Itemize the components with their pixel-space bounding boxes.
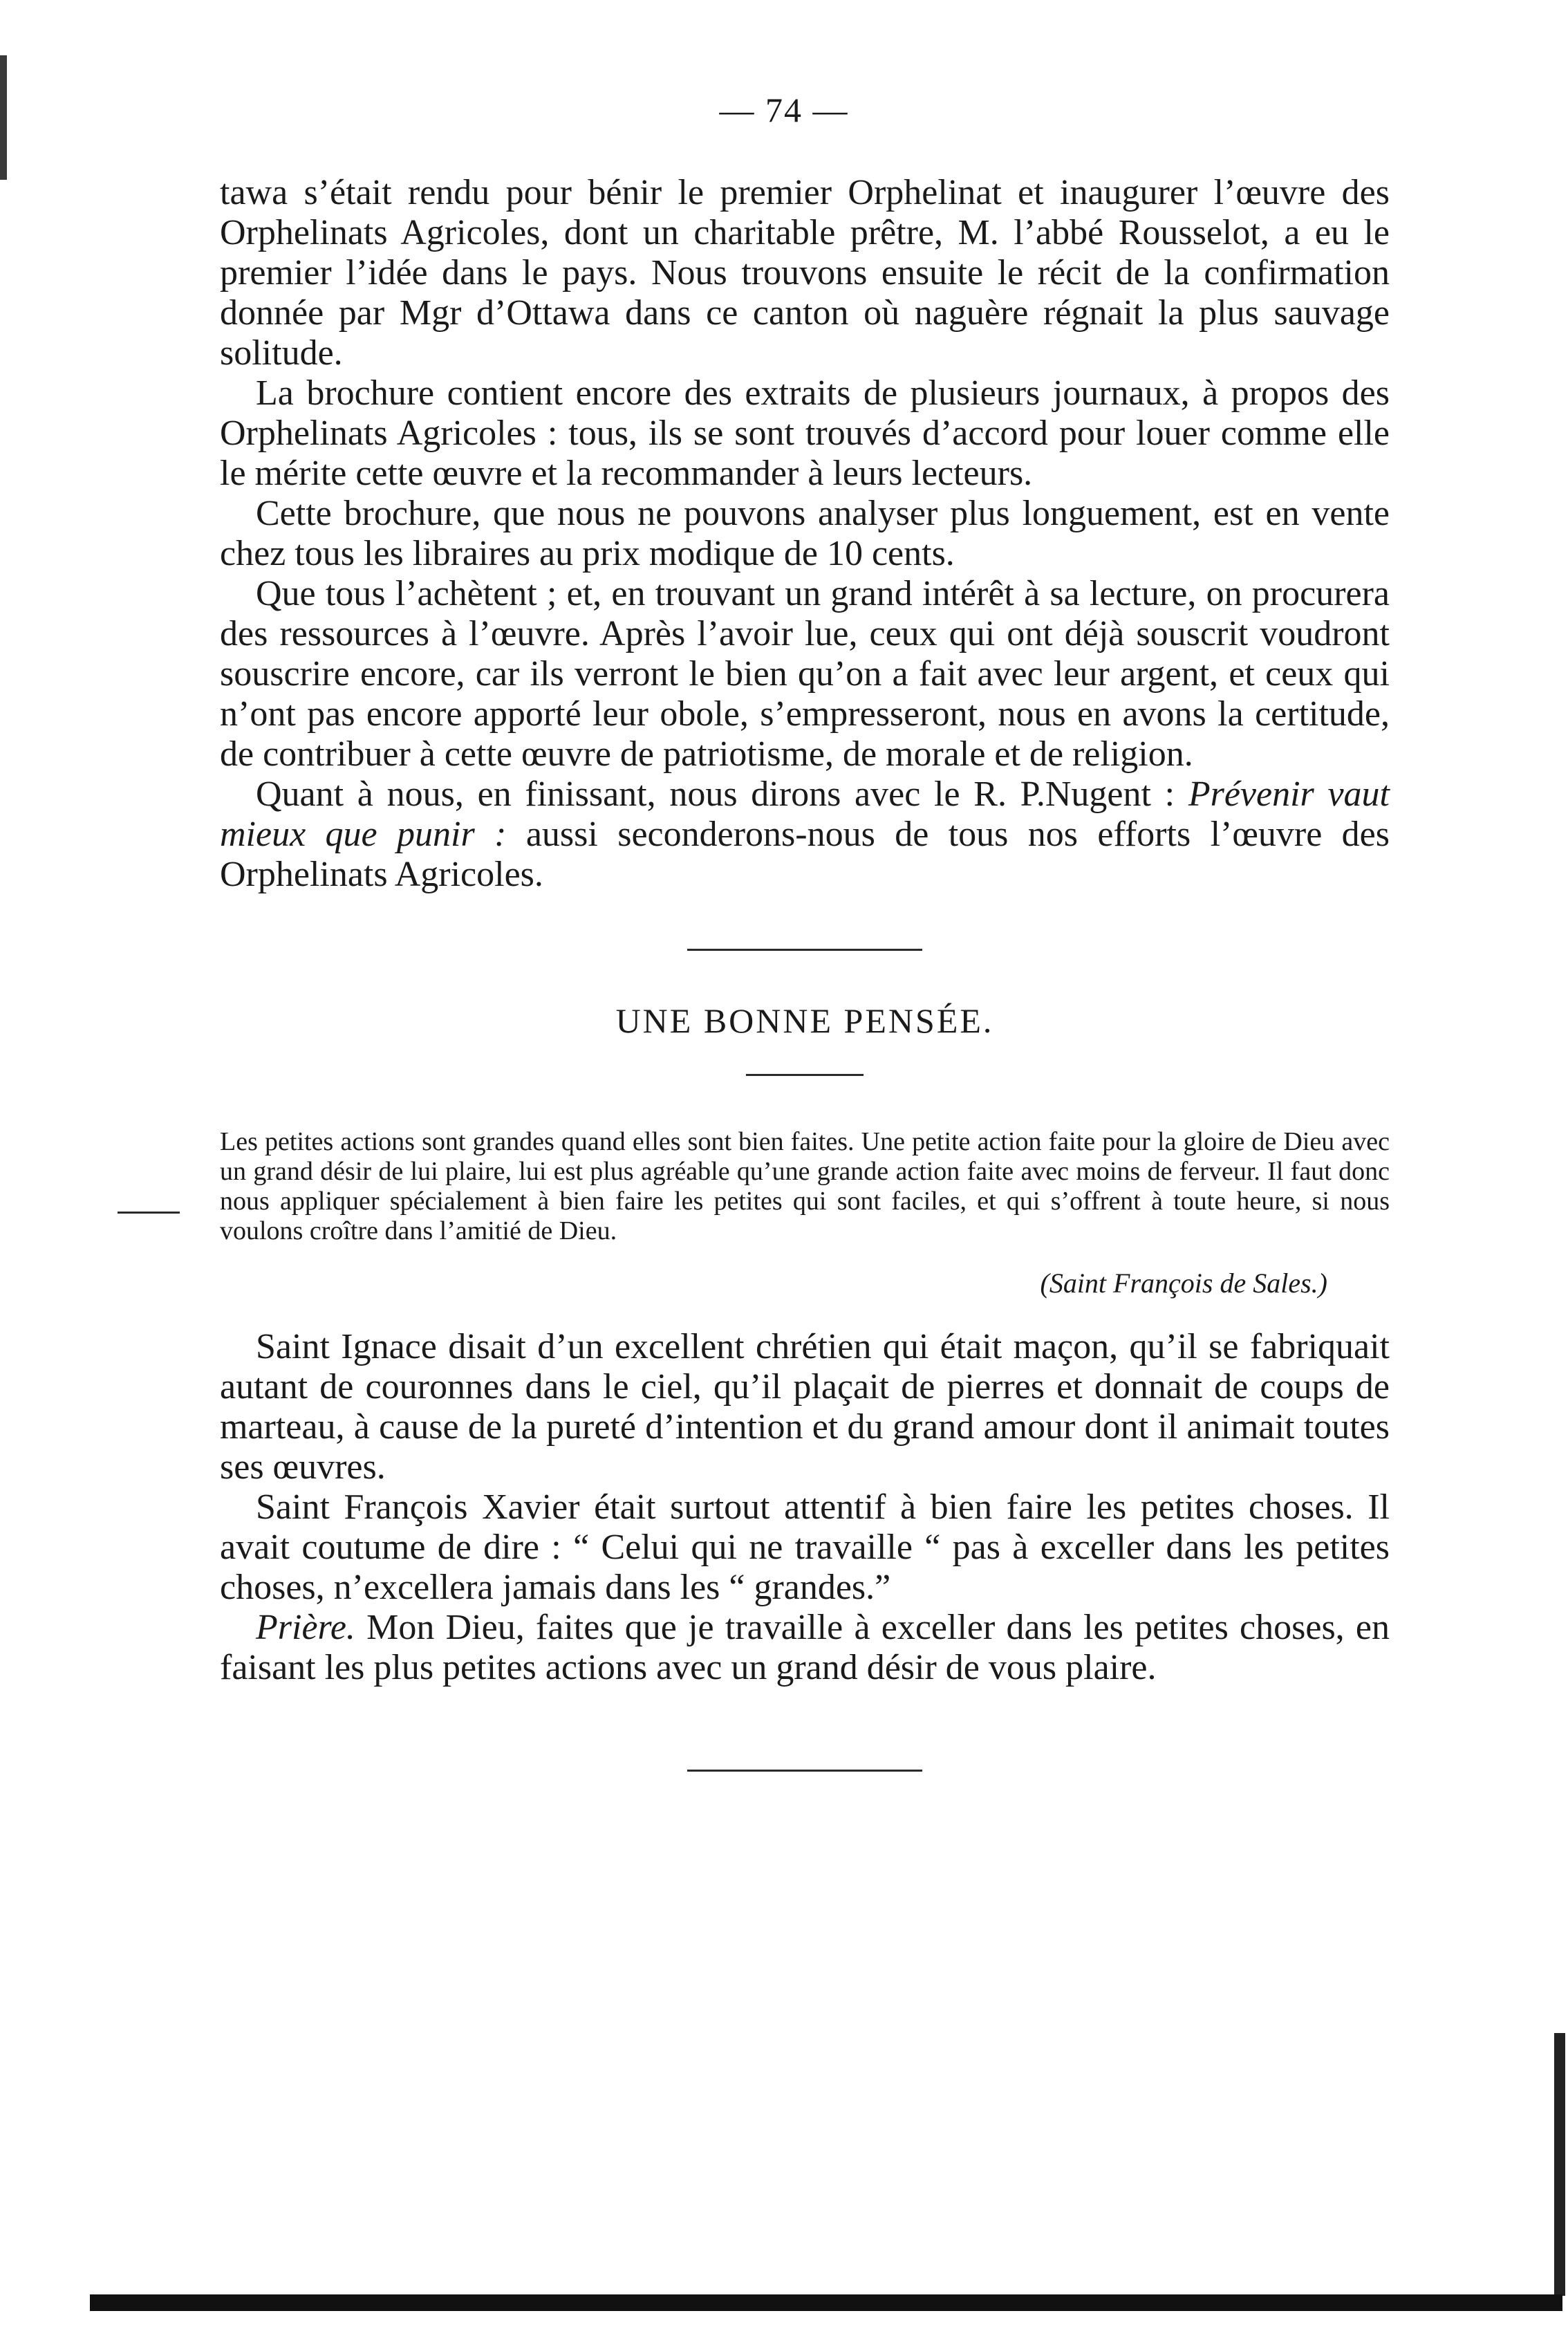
paragraph-prayer xyxy=(220,1608,1390,1688)
section-title-underline xyxy=(746,1074,864,1076)
section-divider-top xyxy=(687,949,922,951)
section-divider-bottom xyxy=(687,1770,922,1772)
paragraph-saint-francois-xavier: Saint François Xavier était surtout attentif à bien faire les petites choses. Il avait coutume de dire : “ Celui qui ne travaille “ pas à exceller dans les petites choses, n’excellera jamais dans les “ grandes.” xyxy=(220,1487,1390,1607)
quote-attribution: (Saint François de Sales.) xyxy=(1040,1268,1327,1299)
scan-right-edge xyxy=(1554,2033,1565,2296)
quote-text: Les petites actions sont grandes quand elles sont bien faites. Une petite action faite pour la gloire de Dieu avec un grand désir de lui plaire, lui est plus agréable qu’une grande action faite avec moins de ferveur. Il faut donc nous appliquer spécialement à bien faire les petites qui sont faciles, et qui s’offrent à toute heure, si nous voulons croître dans l’amitié de Dieu. xyxy=(220,1127,1390,1245)
conclusion-italic-quote: Prévenir vaut mieux que punir : xyxy=(220,774,1390,854)
page-number: — 74 — xyxy=(719,91,849,129)
prayer-text: Mon Dieu, faites que je travaille à exceller dans les petites choses, en faisant les plus petites actions avec un grand désir de vous plaire. xyxy=(220,1608,1390,1687)
paragraph-saint-ignace: Saint Ignace disait d’un excellent chrétien qui était maçon, qu’il se fabriquait autant de couronnes dans le ciel, qu’il plaçait de pierres et donnait de coups de marteau, à cause de la pureté d’intention et du grand amour dont il animait toutes ses œuvres. xyxy=(220,1327,1390,1487)
prayer-label: Prière. xyxy=(256,1608,355,1647)
margin-dash xyxy=(118,1212,180,1214)
conclusion-start: Quant à nous, en finissant, nous dirons avec le R. P.Nugent : xyxy=(256,774,1175,814)
scan-bottom-edge xyxy=(90,2294,1562,2311)
paragraph-continuation: tawa s’était rendu pour bénir le premier Orphelinat et inaugurer l’œuvre des Orphelinats Agricoles, dont un charitable prêtre, M. l’abbé Rousselot, a eu le premier l’idée dans le pays. Nous trouvons ensuite le récit de la confirmation donnée par Mgr d’Ottawa dans ce canton où naguère régnait la plus sauvage solitude. xyxy=(220,173,1390,373)
section-title: UNE BONNE PENSÉE. xyxy=(615,1001,994,1040)
paragraph-conclusion xyxy=(220,774,1390,895)
paragraph-brochure: La brochure contient encore des extraits de plusieurs journaux, à propos des Orphelinats Agricoles : tous, ils se sont trouvés d’accord pour louer comme elle le mérite cette œuvre et la recommander à leurs lecteurs. xyxy=(220,373,1390,493)
page-content xyxy=(220,173,1390,1772)
conclusion-end: aussi seconderons-nous de tous nos efforts l’œuvre des Orphelinats Agricoles. xyxy=(220,815,1390,894)
paragraph-appeal: Que tous l’achètent ; et, en trouvant un grand intérêt à sa lecture, on procurera des ressources à l’œuvre. Après l’avoir lue, ceux qui ont déjà souscrit voudront souscrire encore, car ils verront le bien qu’on a fait avec leur argent, et ceux qui n’ont pas encore apporté leur obole, s’empresseront, nous en avons la certitude, de contribuer à cette œuvre de patriotisme, de morale et de religion. xyxy=(220,574,1390,774)
paragraph-price: Cette brochure, que nous ne pouvons analyser plus longuement, est en vente chez tous les libraires au prix modique de 10 cents. xyxy=(220,494,1390,573)
quote-block xyxy=(220,1127,1390,1246)
